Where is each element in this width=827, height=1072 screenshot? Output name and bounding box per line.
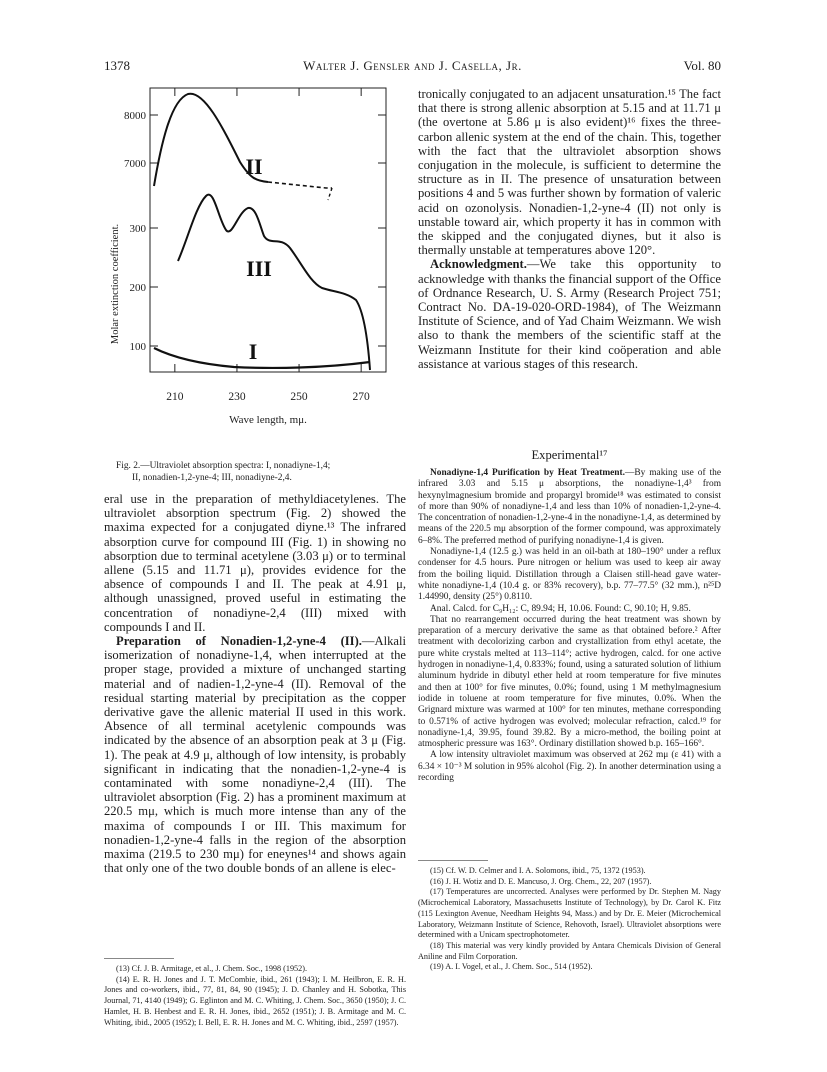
x-tick-label-0: 210 [166,391,184,403]
experimental-body [418,468,721,784]
figure-2-chart [104,78,406,450]
right-column-body [418,87,721,371]
volume-label: Vol. 80 [683,58,721,73]
y-tick-label-4: 100 [129,341,146,353]
acknowledgment-text: —We take this opportunity to acknowledge with thanks the financial support of the Office of Ordnance Research, U. S. Army (Research Project 751; Contract No. DA-19-020-ORD-1984), of The Weizmann Institute of Science, and of Yad Chaim Weizmann. We wish also to thank the members of the scientific staff at the Weizmann Institute for their kind coöperation and able assistance at various stages of this research. [418,257,721,371]
paragraph-heat-treatment: Nonadiyne-1,4 (12.5 g.) was held in an oil-bath at 180–190° under a reflux condenser for 4.5 hours. Pure nitrogen or helium was used to keep air away from the boiling liquid. Distillation through a Claisen still-head gave water-white nonadiyne-1,4 (10.4 g. or 83% recovery), b.p. 77–77.5° (32 mm.), n²⁵D 1.44990, density (25°) 0.8110. [418,547,721,603]
y-tick-label-2: 300 [129,223,146,235]
paragraph-allenic-absorption: tronically conjugated to an adjacent unsaturation.¹⁵ The fact that there is strong allenic absorption at 5.15 and at 11.71 μ (the overtone at 5.86 μ is also evident)¹⁶ fixes the three-carbon allenic system at the end of the chain. This, together with the fact that the ultraviolet absorption shows conjugation in the molecule, is sufficient to determine the structure as in II. The presence of unsaturation between positions 4 and 5 was further shown by formation of valeric acid on ozonolysis. Nonadien-1,2-yne-4 (II) not only is unstable toward air, which property it has in common with the skipped and the conjugated diynes, but it also is thermally unstable at temperatures above 120°. [418,87,721,258]
caption-line-1: Fig. 2.—Ultraviolet absorption spectra: I, nonadiyne-1,4; [116,461,331,471]
footnote-19: (19) A. I. Vogel, et al., J. Chem. Soc., 514 (1952). [430,962,593,972]
figure-caption [104,460,406,484]
paragraph-uv-maximum: A low intensity ultraviolet maximum was observed at 262 mμ (ε 41) with a 6.34 × 10⁻³ M solution in 95% alcohol (Fig. 2). In another determination using a recording [418,750,721,784]
running-header [104,58,721,78]
footnote-17: (17) Temperatures are uncorrected. Analyses were performed by Dr. Stephen M. Nagy (Microchemical Laboratory, Massachusetts Institute of Technology), by Dr. Carol K. Fitz (115 Lexington Avenue, Needham Heights 94, Mass.) and by Dr. E. Meier (Microchemical Laboratory, Weizmann Institute of Science, Rehovoth, Israel). Ultraviolet absorptions were determined with a Unicam spectrophotometer. [418,887,721,940]
curve-III [178,195,370,370]
caption-line-2: II, nonadien-1,2-yne-4; III, nonadiyne-2,4. [132,473,292,483]
curve-label-III: III [246,256,272,281]
experimental-heading: Experimental¹⁷ [531,448,608,462]
curve-II-dashed-drop [328,188,332,200]
footnote-14: (14) E. R. H. Jones and J. T. McCombie, ibid., 261 (1943); I. M. Heilbron, E. R. H. Jones and co-workers, ibid., 77, 81, 84, 90 (1945); J. D. Chanley and H. Sobotka, This Journal, 71, 4140 (1949); G. Eglinton and M. C. Whiting, J. Chem. Soc., 3650 (1950); J. C. Hamlet, H. B. Henbest and E. R. H. Jones, ibid., 2652 (1951); J. B. Armitage and M. C. Whiting, ibid., 2005 (1952); I. Bell, E. R. H. Jones and M. C. Whiting, ibid., 2597 (1957). [104,974,406,1027]
x-axis-label: Wave length, mμ. [229,414,307,426]
left-footnotes [104,964,406,1028]
plot-frame [150,88,386,372]
curve-labels [245,154,271,364]
preparation-text: —Alkali isomerization of nonadiyne-1,4, when interrupted at the proper stage, provided a mixture of unchanged starting material and of nadien-1,2-yne-4 (II). Removal of the residual starting material by precipitation as the copper derivative gave the allenic material II used in this work. Absence of all terminal acetylenic compounds was indicated by the absence of an absorption peak at 3 μ (Fig. 1). The peak at 4.9 μ, although of low intensity, is probably significant in indicating that the nonadien-1,2-yne-4 is contaminated with some nonadiyne-2,4 (III). The ultraviolet absorption (Fig. 2) has a prominent maximum at 220.5 mμ, which is much more intense than any of the maxima of compounds I or III. This maximum for nonadien-1,2-yne-4 falls in the region of the absorption maxima (219.5 to 230 mμ) for eneynes¹⁴ and shows again that only one of the two double bonds of an allene is elec- [104,634,406,876]
curve-I [154,348,370,368]
paragraph-uv-spectrum: eral use in the preparation of methyldiacetylenes. The ultraviolet absorption spectrum (Fig. 2) showed the maxima expected for a conjugated diyne.¹³ The infrared absorption curve for compound III (Fig. 1) in showing no absorption due to terminal acetylene (3.03 μ) or to terminal allene (5.15 and 11.71 μ), provides evidence for the absence of compounds I and II. The peak at 4.91 μ, although unassigned, proved useful in estimating the concentration of nonadiyne-2,4 (III) mixed with compounds I and II. [104,492,406,634]
footnote-rule-left [104,958,174,959]
curve-label-I: I [248,339,258,364]
footnote-rule-right [418,860,488,861]
paragraph-purification [418,468,721,547]
x-tick-label-3: 270 [352,391,370,403]
purification-heading: Nonadiyne-1,4 Purification by Heat Treatment. [430,468,625,478]
curve-II-dashed-tail [268,182,332,188]
purification-text: —By making use of the infrared 3.03 and 5.15 μ absorptions, the nonadiyne-1,4³ from hexynylmagnesium bromide and propargyl bromide¹⁸ was estimated to consist of more than 90% of nonadiyne-1,4 and less than 10% of nonadien-1,2-yne-4. The concentration of nonadien-1,2-yne-4 in the nonadiyne-1,4, as determined by means of the 220.5 mμ absorption of the former compound, was approximately 6–8%. The preferred method of purifying nonadiyne-1,4 is given. [418,468,722,546]
y-tick-label-1: 7000 [124,158,146,170]
footnote-15: (15) Cf. W. D. Celmer and I. A. Solomons, ibid., 75, 1372 (1953). [430,866,646,875]
footnote-13: (13) Cf. J. B. Armitage, et al., J. Chem. Soc., 1998 (1952). [116,964,308,973]
running-authors: Walter J. Gensler and J. Casella, Jr. [303,58,522,73]
x-tick-label-2: 250 [290,391,308,403]
preparation-heading: Preparation of Nonadien-1,2-yne-4 (II). [116,634,362,649]
y-tick-label-3: 200 [129,282,146,294]
footnote-18: (18) This material was very kindly provided by Antara Chemicals Division of General Aniline and Film Corporation. [418,940,721,961]
y-ticks [124,110,386,353]
x-ticks [166,88,370,403]
curve-label-II: II [245,154,263,179]
page-number: 1378 [104,58,130,73]
acknowledgment-heading: Acknowledgment. [430,257,527,272]
x-tick-label-1: 230 [228,391,246,403]
spectrum-curves [154,94,370,370]
paragraph-mercury-derivative: That no rearrangement occurred during the heat treatment was shown by preparation of a mercury derivative the same as that obtained before.² After treatment with decolorizing carbon and crystallization from ethyl acetate, the pure white crystals melted at 113–114°; active hydrogen, calcd. for one active hydrogen in nonadiyne-1,4, 0.833%; found, using a saturated solution of lithium aluminum hydride in dibutyl ether held at room temperature for five minutes and then at 100° for five minutes, 0.0%; found, using 1 M methylmagnesium iodide in toluene at room temperature for five minutes, 0.0%. When the Grignard mixture was warmed at 100° for ten minutes, methane corresponding to 0.571% of active hydrogen was evolved; molecular refraction, calcd.¹⁹ for nonadiyne-1,4, 39.95, found 39.82. By a micro-method, the boiling point at atmospheric pressure was 163°. Ordinary distillation showed b.p. 165–166°. [418,614,721,750]
right-footnotes [418,866,721,973]
left-column-body [104,492,406,875]
y-axis-label: Molar extinction coefficient. [110,223,121,345]
footnote-16: (16) J. H. Wotiz and D. E. Mancuso, J. Org. Chem., 22, 207 (1957). [430,876,652,886]
paragraph-preparation [104,634,406,875]
y-tick-label-0: 8000 [124,110,146,122]
paragraph-acknowledgment [418,257,721,371]
paragraph-analysis: Anal. Calcd. for C₉H₁₂: C, 89.94; H, 10.06. Found: C, 90.10; H, 9.85. [430,603,691,614]
